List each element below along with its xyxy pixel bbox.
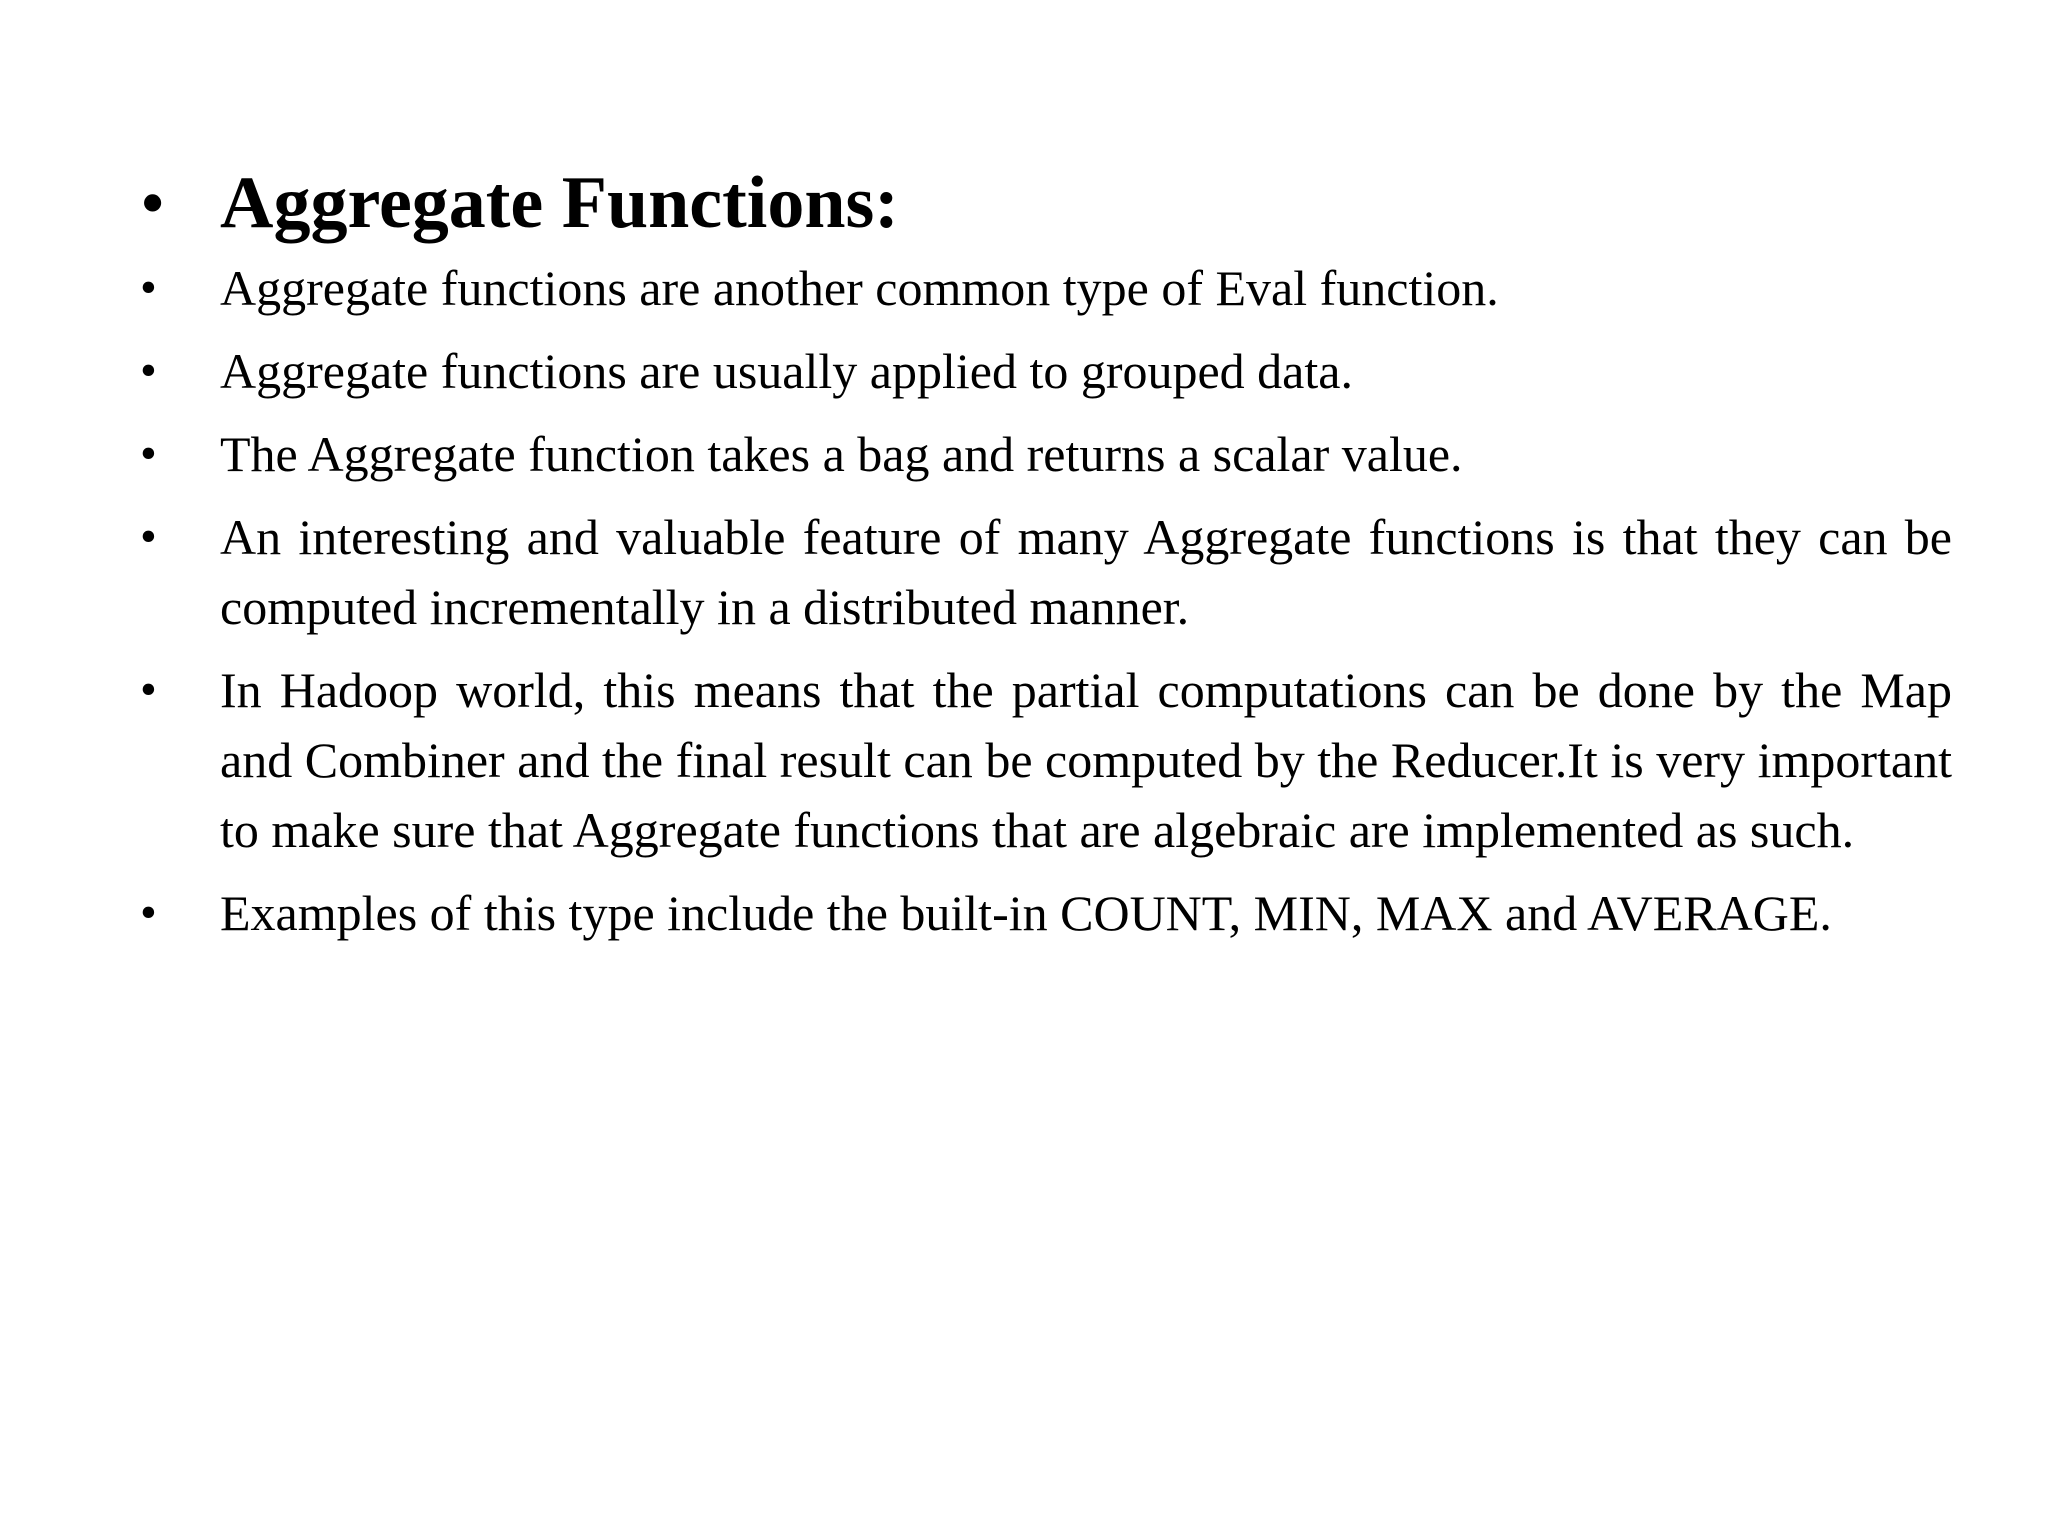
bullet-item bbox=[140, 253, 1952, 323]
bullet-item bbox=[140, 502, 1952, 642]
bullet-item bbox=[140, 336, 1952, 406]
bullet-icon: • bbox=[140, 510, 157, 563]
bullet-icon: • bbox=[140, 886, 157, 939]
bullet-text: Aggregate functions are another common type of Eval function. bbox=[220, 260, 1499, 316]
bullet-text: Aggregate functions are usually applied to grouped data. bbox=[220, 343, 1353, 399]
bullet-text: An interesting and valuable feature of many Aggregate functions is that they can be computed incrementally in a distributed manner. bbox=[220, 509, 1952, 635]
heading-item bbox=[140, 155, 1952, 251]
bullet-item bbox=[140, 655, 1952, 865]
bullet-icon: • bbox=[140, 261, 157, 314]
bullet-text: The Aggregate function takes a bag and returns a scalar value. bbox=[220, 426, 1463, 482]
bullet-icon: • bbox=[140, 663, 157, 716]
slide-heading: Aggregate Functions: bbox=[220, 162, 899, 244]
bullet-text: In Hadoop world, this means that the partial computations can be done by the Map and Combiner and the final result can be computed by the Reducer.It is very important to make sure that Aggregate functions that are algebraic are implemented as such. bbox=[220, 662, 1952, 858]
bullet-text: Examples of this type include the built-in COUNT, MIN, MAX and AVERAGE. bbox=[220, 885, 1832, 941]
bullet-icon: • bbox=[140, 163, 166, 243]
bullet-list bbox=[140, 155, 1952, 948]
bullet-item bbox=[140, 878, 1952, 948]
bullet-icon: • bbox=[140, 344, 157, 397]
bullet-item bbox=[140, 419, 1952, 489]
bullet-icon: • bbox=[140, 427, 157, 480]
